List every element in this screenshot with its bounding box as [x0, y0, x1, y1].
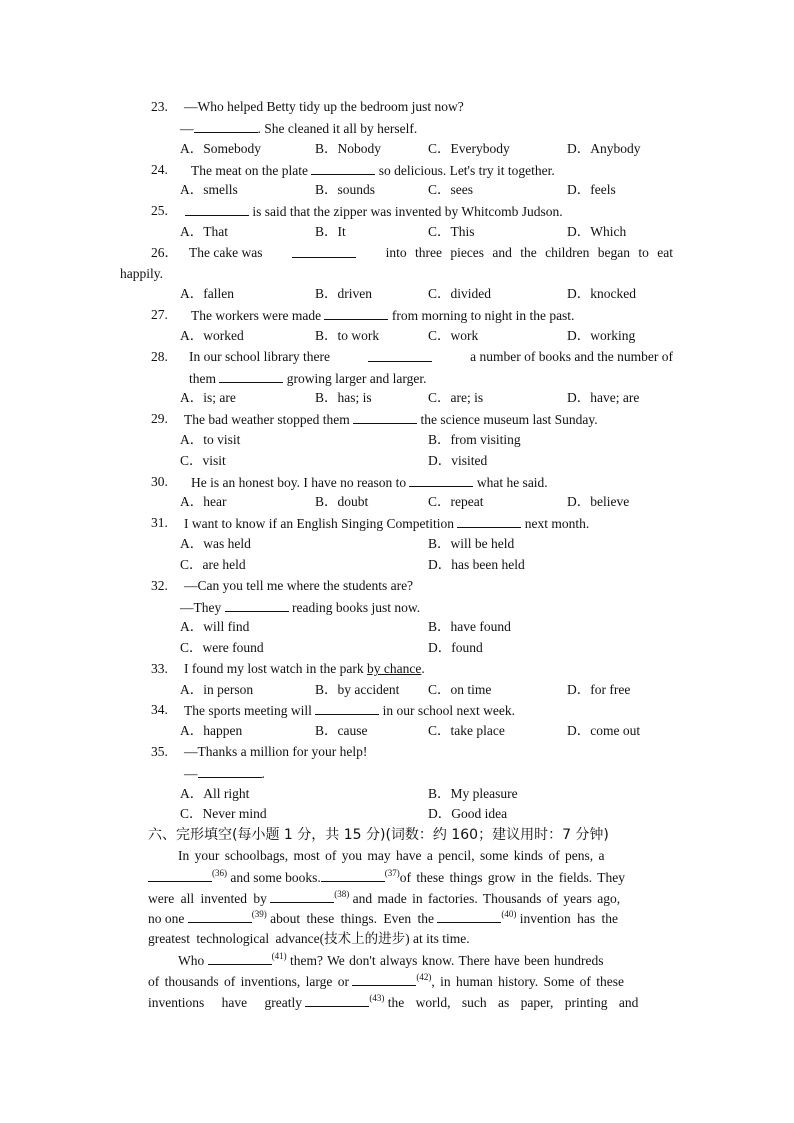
question-32 — [0, 576, 794, 596]
answer-blank — [368, 347, 432, 362]
option-c: C．are; is — [428, 390, 484, 405]
underlined-phrase: by chance — [366, 661, 422, 676]
question-31-options-row1 — [0, 534, 794, 554]
question-stem: The workers were made — [191, 308, 322, 323]
option-c: C．sees — [428, 182, 473, 197]
question-stem: The meat on the plate — [191, 163, 308, 178]
question-number: 27. — [151, 307, 168, 322]
question-stem: In our school library there — [189, 349, 330, 364]
question-stem: —Can you tell me where the students are? — [184, 578, 414, 593]
question-25 — [0, 201, 794, 221]
question-number: 33. — [151, 661, 168, 676]
question-number: 26． — [151, 245, 178, 260]
option-a: A．fallen — [180, 286, 234, 301]
option-c: C．were found — [180, 640, 264, 655]
question-stem: The sports meeting will — [184, 703, 312, 718]
option-d: D．knocked — [567, 286, 636, 301]
answer-blank — [324, 305, 388, 320]
question-26: 26． The cake was into three pieces and the children began to eat — [0, 243, 794, 263]
option-b: B．has; is — [315, 390, 372, 405]
option-c: C．Never mind — [180, 806, 267, 821]
question-29-options-row2 — [0, 451, 794, 471]
cloze-blank-43 — [305, 992, 369, 1007]
option-a: A．hear — [180, 494, 227, 509]
option-b: B．have found — [428, 619, 511, 634]
option-d: D．come out — [567, 723, 641, 738]
cloze-blank-42 — [352, 971, 416, 986]
option-d: D．have; are — [567, 390, 640, 405]
passage-line-2: $^{(36)}$ and some books. $^{(37)}$of these things grow in the fields. They — [0, 867, 794, 887]
question-stem: —Thanks a million for your help! — [184, 744, 368, 759]
question-26-continued: happily. — [120, 266, 163, 281]
question-number: 29. — [151, 411, 168, 426]
question-35 — [0, 742, 794, 762]
question-stem: He is an honest boy. I have no reason to — [191, 475, 407, 490]
option-d: D．Which — [567, 224, 627, 239]
option-d: D．visited — [428, 453, 488, 468]
option-a: A．in person — [180, 682, 254, 697]
blank-number: (42) — [416, 972, 432, 982]
question-33-options — [0, 680, 794, 700]
answer-blank — [311, 160, 375, 175]
question-stem: —Who helped Betty tidy up the bedroom just now? — [184, 99, 464, 114]
answer-blank — [292, 243, 356, 258]
reply-text: —They — [180, 600, 222, 615]
option-d: D．working — [567, 328, 636, 343]
question-24: 24. The meat on the plate so delicious. Let's try it together. — [151, 162, 555, 178]
blank-number: (40) — [501, 909, 517, 919]
question-number: 23. — [151, 99, 168, 114]
question-34: 34. The sports meeting will in our school next week. — [151, 702, 515, 718]
question-number: 32. — [151, 578, 168, 593]
cloze-blank-38 — [270, 888, 334, 903]
question-25-options — [0, 222, 794, 242]
question-29-options-row1 — [0, 430, 794, 450]
chinese-gloss: 技术上的进步 — [324, 931, 406, 947]
option-a: A．worked — [180, 328, 244, 343]
option-c: C．visit — [180, 453, 226, 468]
cloze-blank-36 — [148, 867, 212, 882]
question-24-options — [0, 180, 794, 200]
passage-line-3: were all invented by $^{(38)}$ and made in factories. Thousands of years ago, — [148, 889, 621, 906]
answer-blank — [457, 513, 521, 528]
option-a: A．smells — [180, 182, 238, 197]
option-b: B．from visiting — [428, 432, 521, 447]
option-b: B．doubt — [315, 494, 369, 509]
blank-number: (36) — [212, 868, 227, 878]
section-heading: 六、完形填空(每小题 1 分，共 15 分)(词数：约 160；建议用时：7 分钟) — [148, 827, 609, 843]
option-c: C．This — [428, 224, 475, 239]
question-23 — [0, 97, 794, 117]
cloze-blank-40 — [437, 908, 501, 923]
passage-line-8: inventions have greatly $^{(43)}$ the world, such as paper, printing and — [148, 993, 639, 1010]
passage-line-4: no one $^{(39)}$ about these things. Even the $^{(40)}$ invention has the — [148, 909, 618, 926]
question-number: 34. — [151, 702, 168, 717]
question-26-options — [0, 284, 794, 304]
answer-blank — [194, 118, 258, 133]
question-stem: I found my lost watch in the park — [184, 661, 364, 676]
question-stem: The bad weather stopped them — [184, 412, 350, 427]
option-b: B．Nobody — [315, 141, 382, 156]
question-number: 24. — [151, 162, 168, 177]
option-a: A．was held — [180, 536, 251, 551]
question-32-options-row2 — [0, 638, 794, 658]
option-d: D．feels — [567, 182, 616, 197]
answer-blank — [353, 409, 417, 424]
passage-line-6: Who $^{(41)}$ them? We don't always know. There have been hundreds — [178, 951, 604, 968]
option-a: A．is; are — [180, 390, 236, 405]
option-b: B．My pleasure — [428, 786, 518, 801]
blank-number: (41) — [271, 951, 287, 961]
option-d: D．Anybody — [567, 141, 641, 156]
question-34-options — [0, 721, 794, 741]
question-30: 30. He is an honest boy. I have no reason to what he said. — [151, 474, 548, 490]
option-b: B．by accident — [315, 682, 400, 697]
question-23-options — [0, 139, 794, 159]
question-32-reply: —They reading books just now. — [0, 597, 794, 617]
option-c: C．Everybody — [428, 141, 510, 156]
option-c: C．are held — [180, 557, 246, 572]
option-a: A．That — [180, 224, 228, 239]
passage-line-1: In your schoolbags, most of you may have a pencil, some kinds of pens, a — [178, 848, 605, 863]
option-b: B．will be held — [428, 536, 515, 551]
cloze-blank-39 — [188, 908, 252, 923]
answer-blank — [225, 597, 289, 612]
option-c: C．work — [428, 328, 479, 343]
blank-number: (38) — [334, 889, 350, 899]
option-c: C．divided — [428, 286, 491, 301]
option-d: D．Good idea — [428, 806, 508, 821]
question-35-options-row1 — [0, 784, 794, 804]
answer-blank — [198, 763, 262, 778]
question-30-options — [0, 492, 794, 512]
question-number: 35. — [151, 744, 168, 759]
blank-number: (43) — [369, 993, 385, 1003]
blank-number: (37) — [384, 868, 400, 878]
cloze-blank-41 — [208, 950, 272, 965]
question-31-options-row2 — [0, 555, 794, 575]
option-c: C．take place — [428, 723, 505, 738]
passage-line-7: of thousands of inventions, large or $^{(42)}$, in human history. Some of these — [148, 972, 624, 989]
question-stem: The cake was — [189, 245, 263, 260]
option-d: D．believe — [567, 494, 630, 509]
question-32-options-row1 — [0, 617, 794, 637]
option-d: D．for free — [567, 682, 631, 697]
question-29: 29. The bad weather stopped them the science museum last Sunday. — [151, 411, 598, 427]
answer-blank — [409, 472, 473, 487]
passage-line-5: greatest technological advance(技术上的进步) at its time. — [148, 931, 470, 947]
question-31: 31. I want to know if an English Singing Competition next month. — [151, 515, 590, 531]
question-28-continued: them growing larger and larger. — [0, 368, 794, 388]
reply-dash: — — [184, 766, 198, 781]
question-27: 27. The workers were made from morning to night in the past. — [151, 307, 575, 323]
question-35-options-row2 — [0, 804, 794, 824]
option-a: A．happen — [180, 723, 243, 738]
cloze-blank-37 — [321, 867, 385, 882]
answer-blank — [219, 368, 283, 383]
question-28-options — [0, 388, 794, 408]
question-28: 28. In our school library there a number of books and the number of — [0, 347, 794, 367]
option-b: B．to work — [315, 328, 380, 343]
question-number: 30. — [151, 474, 168, 489]
blank-number: (39) — [251, 909, 267, 919]
option-c: C．repeat — [428, 494, 484, 509]
option-b: B．sounds — [315, 182, 376, 197]
option-a: A．will find — [180, 619, 250, 634]
option-a: A．All right — [180, 786, 250, 801]
question-23-reply — [0, 118, 794, 138]
answer-blank — [315, 700, 379, 715]
option-d: D．found — [428, 640, 483, 655]
question-number: 31. — [151, 515, 168, 530]
option-d: D．has been held — [428, 557, 525, 572]
question-35-reply: — . — [0, 763, 794, 783]
question-33: 33. I found my lost watch in the park by chance. — [0, 659, 794, 679]
answer-blank — [185, 201, 249, 216]
option-b: B．driven — [315, 286, 372, 301]
option-a: A．Somebody — [180, 141, 261, 156]
question-number: 25. — [151, 203, 168, 218]
reply-text: . She cleaned it all by herself. — [257, 121, 418, 136]
option-c: C．on time — [428, 682, 492, 697]
option-a: A．to visit — [180, 432, 241, 447]
question-stem: is said that the zipper was invented by Whitcomb Judson. — [252, 204, 563, 219]
question-stem: I want to know if an English Singing Competition — [184, 516, 454, 531]
question-number: 28. — [151, 349, 168, 364]
question-27-options — [0, 326, 794, 346]
option-b: B．cause — [315, 723, 368, 738]
option-b: B．It — [315, 224, 346, 239]
reply-dash: — — [180, 121, 194, 136]
